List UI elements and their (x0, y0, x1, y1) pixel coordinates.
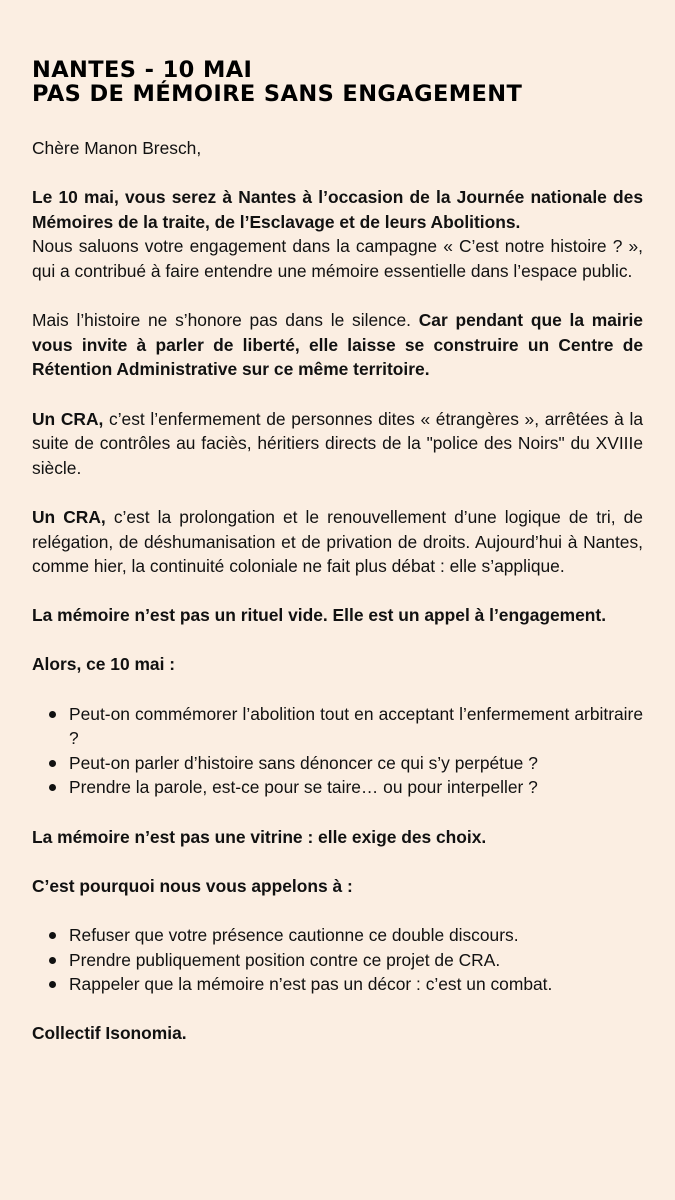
title-line-1: NANTES - 10 MAI (32, 57, 253, 83)
paragraph-memory-call (32, 603, 643, 628)
paragraph-silence (32, 308, 643, 382)
cra-1-text: c’est l’enfermement de personnes dites « étrangères », arrêtées à la suite de contrôles au faciès, héritiers directs de la "police des Noirs" du XVIIIe siècle. (32, 408, 643, 478)
intro-bold: Le 10 mai, vous serez à Nantes à l’occasion de la Journée nationale des Mémoires de la traite, de l’Esclavage et de leurs Abolitions. (32, 187, 643, 232)
cra-2-text: c’est la prolongation et le renouvellement d’une logique de tri, de relégation, de déshumanisation et de privation de droits. Aujourd’hui à Nantes, comme hier, la continuité coloniale ne fait plus débat : elle s’applique. (32, 506, 643, 577)
paragraph-call-to (32, 874, 643, 899)
memory-call-bold: La mémoire n’est pas un rituel vide. Elle est un appel à l’engagement. (32, 605, 607, 626)
list-item: Refuser que votre présence cautionne ce double discours. (69, 923, 643, 948)
paragraph-cra-1 (32, 407, 643, 481)
letter-body (32, 136, 643, 1046)
silence-text: Mais l’histoire ne s’honore pas dans le silence. (32, 310, 411, 331)
signature-bold: Collectif Isonomia. (32, 1023, 187, 1044)
page-title (32, 58, 643, 106)
list-item: Peut-on parler d’histoire sans dénoncer ce qui s’y perpétue ? (69, 751, 643, 776)
list-item: Prendre publiquement position contre ce projet de CRA. (69, 948, 643, 973)
intro-text: Nous saluons votre engagement dans la campagne « C’est notre histoire ? », qui a contribué à faire entendre une mémoire essentielle dans l’espace public. (32, 236, 643, 281)
questions-list (32, 702, 643, 800)
paragraph-so-may-10 (32, 652, 643, 677)
showcase-bold: La mémoire n’est pas une vitrine : elle exige des choix. (32, 826, 487, 847)
greeting: Chère Manon Bresch, (32, 138, 202, 158)
cra-2-bold: Un CRA, (32, 506, 106, 527)
so-may-10-bold: Alors, ce 10 mai : (32, 654, 176, 675)
title-line-2: PAS DE MÉMOIRE SANS ENGAGEMENT (32, 81, 523, 107)
list-item: Peut-on commémorer l’abolition tout en acceptant l’enfermement arbitraire ? (69, 702, 643, 751)
paragraph-intro (32, 185, 643, 283)
demands-list (32, 923, 643, 997)
paragraph-cra-2 (32, 505, 643, 579)
silence-bold: Car pendant que la mairie vous invite à parler de liberté, elle laisse se construire un Centre de Rétention Administrative sur ce même territoire. (32, 310, 643, 380)
call-to-bold: C’est pourquoi nous vous appelons à : (32, 875, 353, 896)
signature (32, 1021, 643, 1046)
cra-1-bold: Un CRA, (32, 408, 104, 429)
paragraph-showcase (32, 825, 643, 850)
list-item: Rappeler que la mémoire n’est pas un décor : c’est un combat. (69, 972, 643, 997)
list-item: Prendre la parole, est-ce pour se taire… ou pour interpeller ? (69, 775, 643, 800)
